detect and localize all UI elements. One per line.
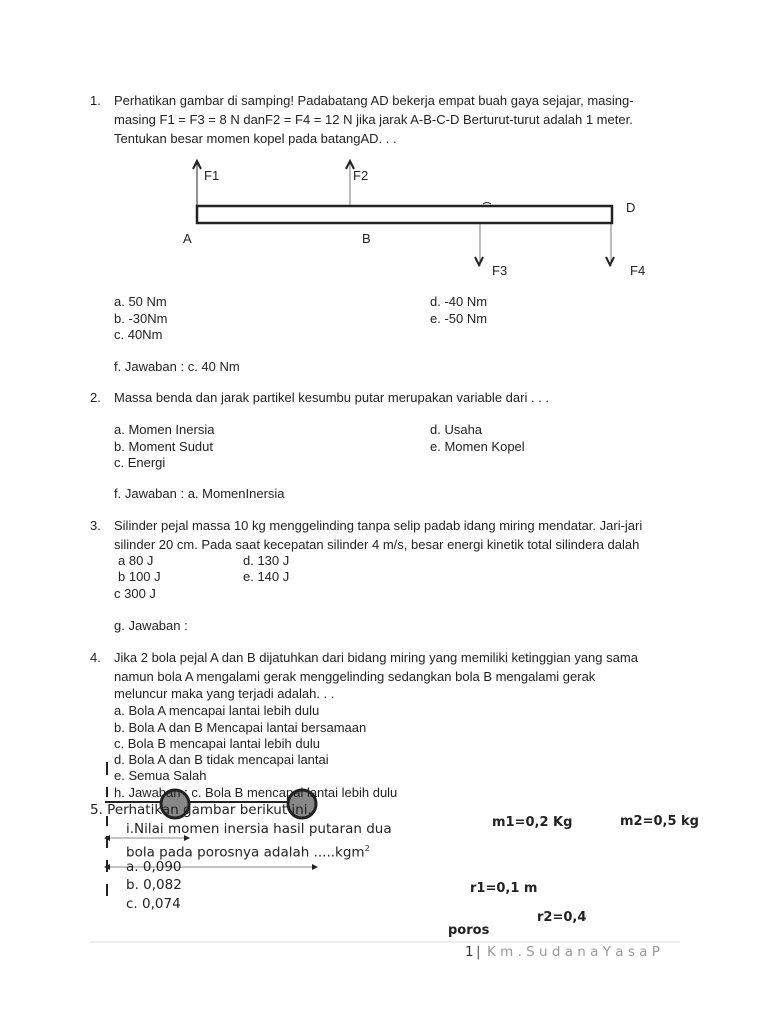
q5-line2 [126, 841, 370, 861]
q3-answer: g. Jawaban : [114, 618, 188, 633]
q2-option-a: a. Momen Inersia [114, 422, 215, 437]
q4-option-c: c. Bola B mencapai lantai lebih dulu [114, 736, 320, 751]
label-a: A [183, 231, 192, 246]
q2-answer: f. Jawaban : a. MomenInersia [114, 486, 285, 501]
q5-title: 5. Perhatikan gambar berikut ini. [90, 802, 312, 818]
unit-superscript: 2 [364, 844, 370, 853]
beam-diagram [193, 161, 614, 266]
q1-option-e: e. -50 Nm [430, 311, 488, 326]
q5-line1: i.Nilai momen inersia hasil putaran dua [126, 821, 392, 837]
q5-option-c: c. 0,074 [126, 896, 181, 912]
label-m1: m1=0,2 Kg [492, 815, 573, 830]
q1-option-d: d. -40 Nm [430, 294, 488, 309]
q4-option-e: e. Semua Salah [114, 768, 207, 783]
label-f3: F3 [492, 263, 508, 278]
q4-line2: namun bola A mengalami gerak menggelinding sedangkan bola B mengalami gerak [114, 669, 596, 684]
label-m2: m2=0,5 kg [620, 814, 699, 829]
q1-number: 1. [90, 93, 101, 108]
label-poros: poros [448, 923, 490, 938]
q5-line2-text: bola pada porosnya adalah .....kgm [126, 844, 365, 861]
q3-line2: silinder 20 cm. Pada saat kecepatan silinder 4 m/s, besar energi kinetik total silindera dalah [114, 537, 640, 552]
q1-option-c: c. 40Nm [114, 327, 163, 342]
q1-line1: Perhatikan gambar di samping! Padabatang AD bekerja empat buah gaya sejajar, masing- [114, 93, 634, 108]
beam-ad [197, 206, 612, 223]
q1-answer: f. Jawaban : c. 40 Nm [114, 359, 240, 374]
label-r1: r1=0,1 m [470, 881, 538, 896]
label-r2: r2=0,4 [537, 910, 587, 925]
label-f1: F1 [204, 168, 220, 183]
q2-option-e: e. Momen Kopel [430, 439, 525, 454]
q2-option-d: d. Usaha [430, 422, 483, 437]
q1-line3: Tentukan besar momen kopel pada batangAD. . . [114, 131, 397, 146]
q2-option-b: b. Moment Sudut [114, 439, 213, 454]
footer-page-number: 1 [465, 944, 474, 960]
q2-line1: Massa benda dan jarak partikel kesumbu putar merupakan variable dari . . . [114, 390, 550, 405]
q1-line2: masing F1 = F3 = 8 N danF2 = F4 = 12 N jika jarak A-B-C-D Berturut-turut adalah 1 meter. [114, 112, 633, 127]
q4-option-b: b. Bola A dan B Mencapai lantai bersamaan [114, 720, 367, 735]
q3-option-d: d. 130 J [243, 553, 290, 568]
label-d: D [626, 200, 636, 215]
q4-number: 4. [90, 650, 101, 665]
q5-option-a: a. 0,090 [126, 859, 182, 875]
q4-line3: meluncur maka yang terjadi adalah. . . [114, 686, 335, 701]
q3-option-e: e. 140 J [243, 569, 290, 584]
q3-line1: Silinder pejal massa 10 kg menggelinding tanpa selip padab idang miring mendatar. Jari-jari [114, 518, 643, 533]
q4-option-d: d. Bola A dan B tidak mencapai lantai [114, 752, 329, 767]
footer-author: K m . S u d a n a Y a s a P [487, 944, 660, 960]
label-f4: F4 [630, 263, 646, 278]
q1-option-a: a. 50 Nm [114, 294, 167, 309]
q2-number: 2. [90, 390, 101, 405]
label-f2: F2 [353, 168, 369, 183]
q1-option-b: b. -30Nm [114, 311, 168, 326]
q3-option-c: c 300 J [114, 586, 156, 601]
q3-option-b: b 100 J [118, 569, 161, 584]
q4-option-a: a. Bola A mencapai lantai lebih dulu [114, 703, 320, 718]
q4-answer: h. Jawaban : c. Bola B mencapai lantai lebih dulu [114, 785, 398, 800]
label-b: B [362, 231, 371, 246]
q2-option-c: c. Energi [114, 455, 166, 470]
q5-option-b: b. 0,082 [126, 877, 182, 893]
q3-option-a: a 80 J [118, 553, 154, 568]
q3-number: 3. [90, 518, 101, 533]
q4-line1: Jika 2 bola pejal A dan B dijatuhkan dari bidang miring yang memiliki ketinggian yang sama [114, 650, 638, 665]
footer-separator: | [476, 944, 481, 960]
